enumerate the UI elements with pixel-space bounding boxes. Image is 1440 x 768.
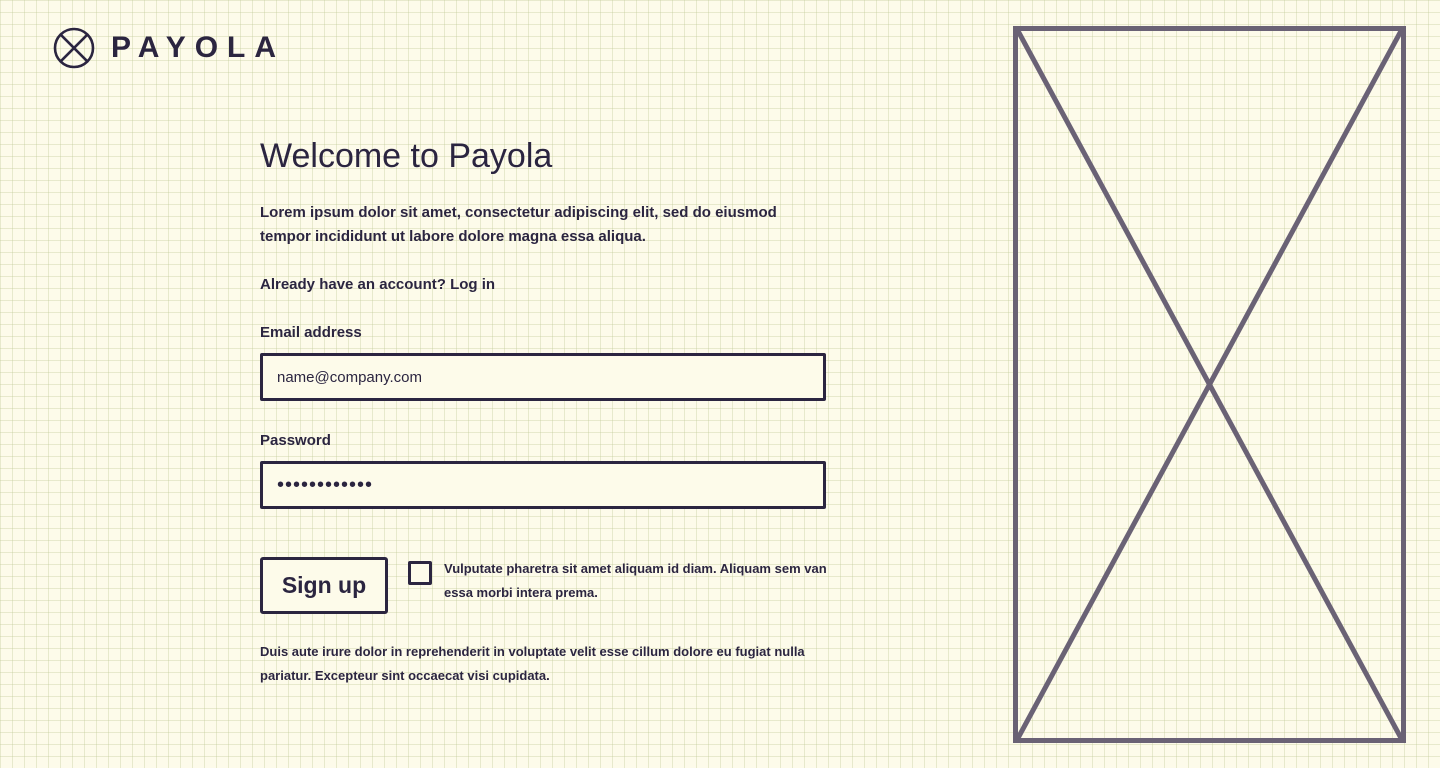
signup-panel (260, 134, 860, 688)
password-input[interactable] (260, 461, 826, 509)
signup-actions (260, 557, 860, 614)
login-prompt (260, 273, 860, 297)
password-label: Password (260, 432, 331, 449)
intro-text: Lorem ipsum dolor sit amet, consectetur adipiscing elit, sed do eiusmod tempor incididunt ut labore dolore magna essa aliqua. (260, 204, 777, 245)
login-prompt-text: Already have an account? (260, 276, 446, 293)
agree-text: Vulputate pharetra sit amet aliquam id diam. Aliquam sem van essa morbi intera prema. (444, 561, 827, 600)
page-title: Welcome to Payola (260, 137, 553, 175)
circle-x-logo-icon (53, 27, 95, 69)
footer-text: Duis aute irure dolor in reprehenderit in voluptate velit esse cillum dolore eu fugiat nulla pariatur. Excepteur sint occaecat visi cupidata. (260, 644, 805, 683)
login-link[interactable]: Log in (450, 276, 496, 293)
signup-button[interactable]: Sign up (260, 557, 388, 614)
brand-name: PAYOLA (111, 31, 286, 64)
email-input[interactable] (260, 353, 826, 401)
agree-checkbox[interactable] (408, 561, 432, 585)
image-placeholder-icon (1013, 26, 1406, 743)
email-label: Email address (260, 324, 362, 341)
brand-logo[interactable] (53, 27, 285, 69)
